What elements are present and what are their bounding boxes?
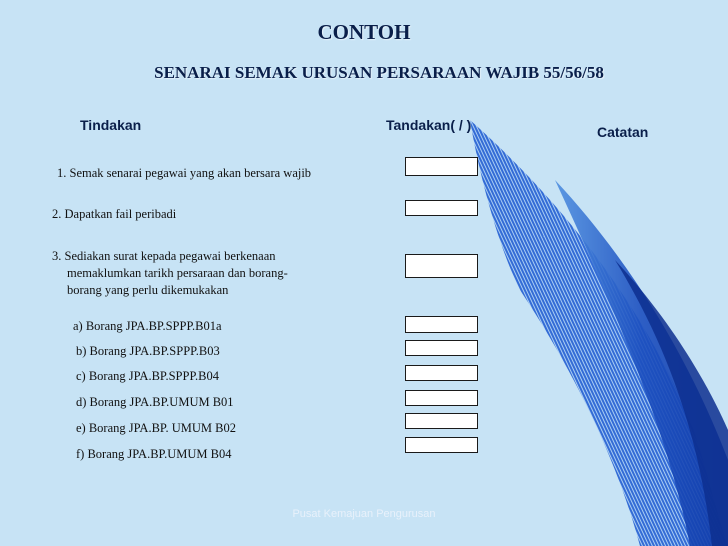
column-header-notes: Catatan <box>597 124 649 140</box>
column-header-done: Tandakan( / ) <box>386 117 472 133</box>
checkbox-item-3[interactable] <box>405 254 478 278</box>
checkbox-form-b[interactable] <box>405 340 478 356</box>
form-item-d: d) Borang JPA.BP.UMUM B01 <box>76 395 234 409</box>
checkbox-form-e[interactable] <box>405 413 478 429</box>
form-item-c: c) Borang JPA.BP.SPPP.B04 <box>76 369 219 383</box>
page-title: CONTOH <box>317 20 411 44</box>
form-item-b: b) Borang JPA.BP.SPPP.B03 <box>76 344 220 358</box>
form-item-e: e) Borang JPA.BP. UMUM B02 <box>76 421 236 435</box>
checkbox-form-d[interactable] <box>405 390 478 406</box>
checklist-item-1: 1. Semak senarai pegawai yang akan bersara wajib <box>57 166 312 180</box>
column-header-action: Tindakan <box>80 117 142 133</box>
checklist-item-3-line-2: memaklumkan tarikh persaraan dan borang- <box>67 266 288 280</box>
checkbox-form-c[interactable] <box>405 365 478 381</box>
checklist-item-2: 2. Dapatkan fail peribadi <box>52 207 177 221</box>
form-item-a: a) Borang JPA.BP.SPPP.B01a <box>73 319 222 333</box>
checkbox-form-a[interactable] <box>405 316 478 333</box>
footer-text: Pusat Kemajuan Pengurusan <box>292 508 436 520</box>
checkbox-form-f[interactable] <box>405 437 478 453</box>
checklist-item-3-line-1: 3. Sediakan surat kepada pegawai berkenaan <box>52 249 276 263</box>
checkbox-item-2[interactable] <box>405 200 478 216</box>
checkbox-item-1[interactable] <box>405 157 478 176</box>
checklist-item-3-line-3: borang yang perlu dikemukakan <box>67 283 229 297</box>
form-item-f: f) Borang JPA.BP.UMUM B04 <box>76 447 232 461</box>
page-subtitle: SENARAI SEMAK URUSAN PERSARAAN WAJIB 55/56/58 <box>154 63 604 82</box>
